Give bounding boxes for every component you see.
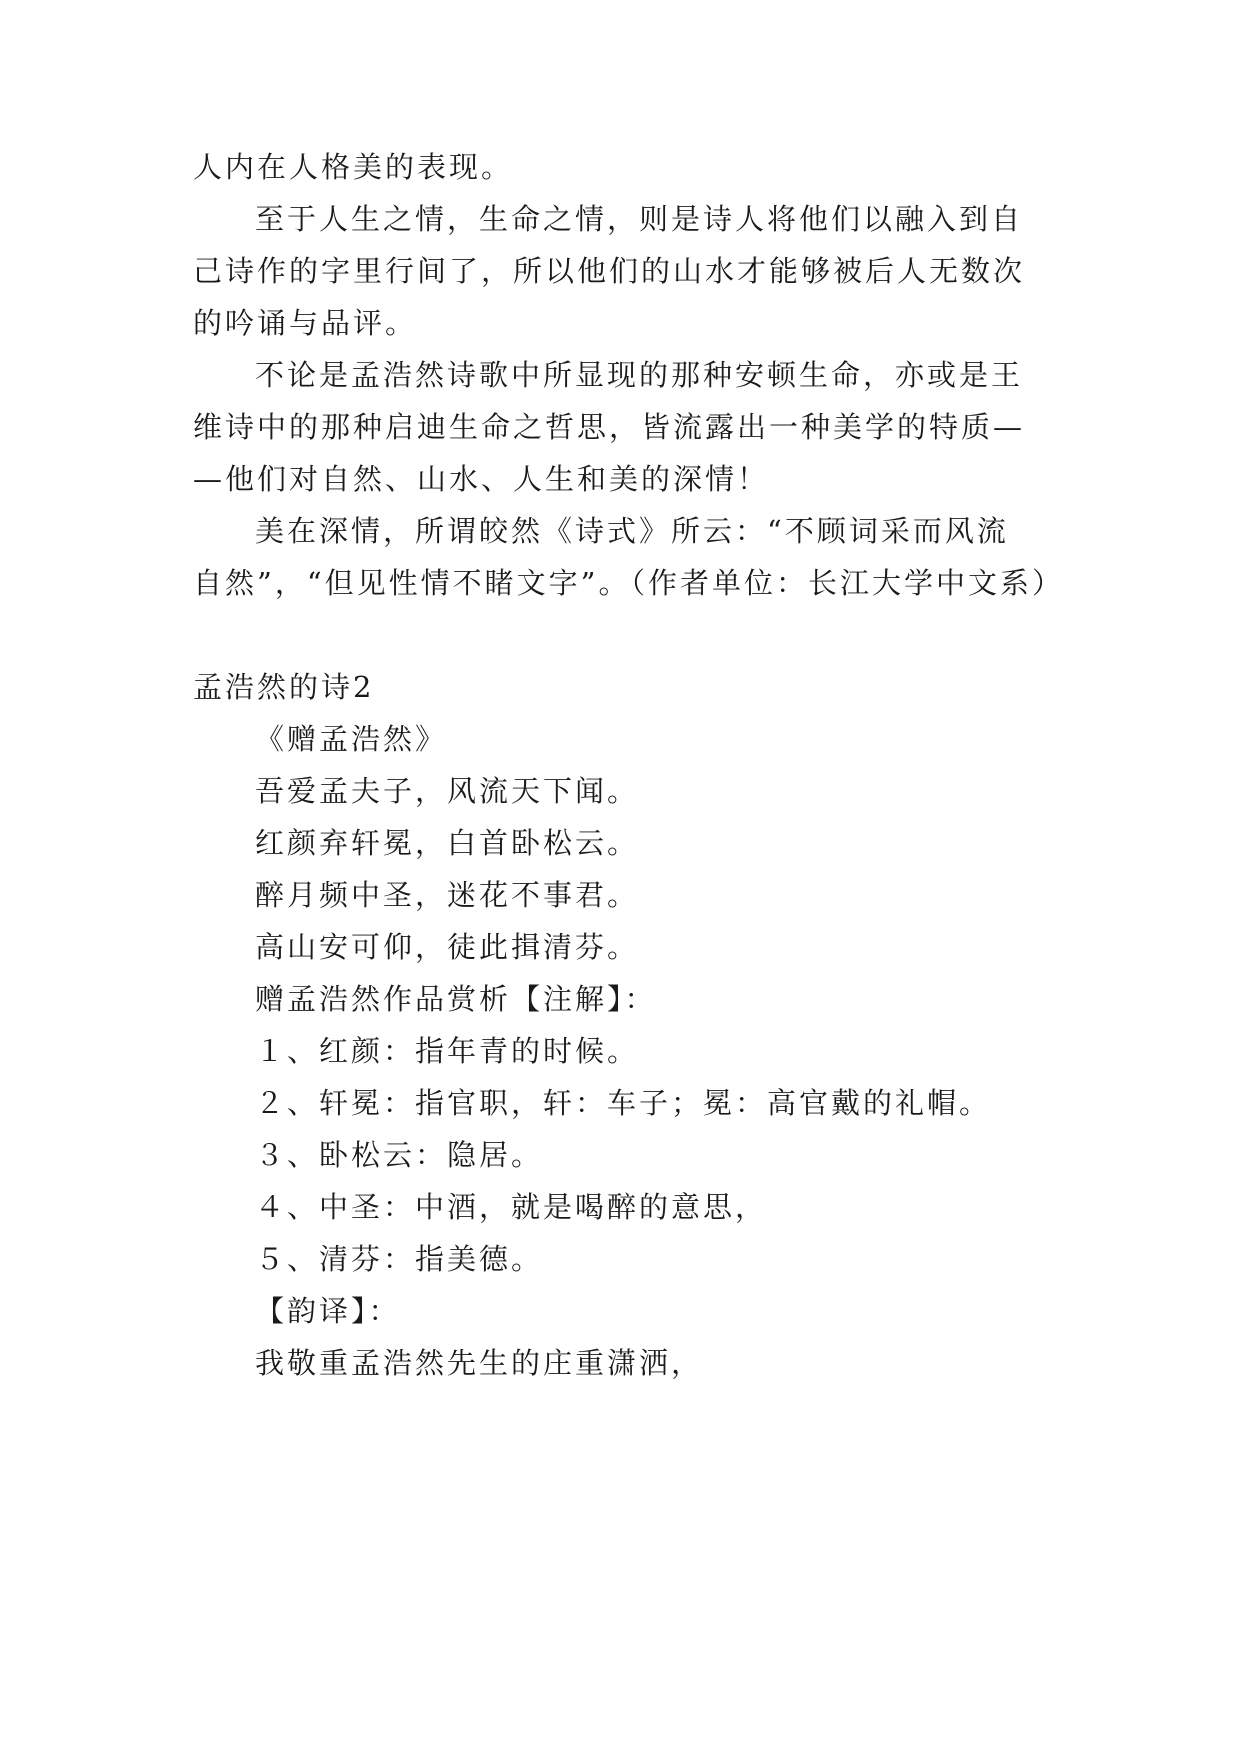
translation-heading: 【韵译】：	[255, 1294, 401, 1328]
annotation-item: ３、卧松云：隐居。	[255, 1138, 544, 1172]
poem-line: 醉月频中圣，迷花不事君。	[255, 878, 640, 912]
annotation-item: ４、中圣：中酒，就是喝醉的意思，	[255, 1190, 768, 1224]
section-heading: 孟浩然的诗2	[193, 670, 375, 704]
translation-line: 我敬重孟浩然先生的庄重潇洒，	[255, 1346, 704, 1380]
paragraph-line: 己诗作的字里行间了，所以他们的山水才能够被后人无数次	[193, 254, 1026, 288]
annotation-item: ５、清芬：指美德。	[255, 1242, 544, 1276]
annotation-heading: 赠孟浩然作品赏析【注解】：	[255, 982, 657, 1016]
paragraph-line: 至于人生之情，生命之情，则是诗人将他们以融入到自	[255, 202, 1024, 236]
paragraph-line: —他们对自然、山水、人生和美的深情！	[193, 462, 770, 496]
poem-line: 高山安可仰，徒此揖清芬。	[255, 930, 640, 964]
paragraph-line: 的吟诵与品评。	[193, 306, 418, 340]
poem-line: 红颜弃轩冕，白首卧松云。	[255, 826, 640, 860]
annotation-item: ２、轩冕：指官职，轩：车子；冕：高官戴的礼帽。	[255, 1086, 992, 1120]
paragraph-line: 美在深情，所谓皎然《诗式》所云：“不顾词采而风流	[255, 514, 1009, 548]
annotation-item: １、红颜：指年青的时候。	[255, 1034, 640, 1068]
paragraph-line: 不论是孟浩然诗歌中所显现的那种安顿生命，亦或是王	[255, 358, 1024, 392]
poem-title: 《赠孟浩然》	[255, 722, 448, 756]
paragraph-line: 人内在人格美的表现。	[193, 150, 514, 184]
paragraph-line: 维诗中的那种启迪生命之哲思，皆流露出一种美学的特质—	[193, 410, 1026, 444]
poem-line: 吾爱孟夫子，风流天下闻。	[255, 774, 640, 808]
paragraph-line: 自然”，“但见性情不睹文字”。（作者单位：长江大学中文系）	[193, 566, 1064, 600]
